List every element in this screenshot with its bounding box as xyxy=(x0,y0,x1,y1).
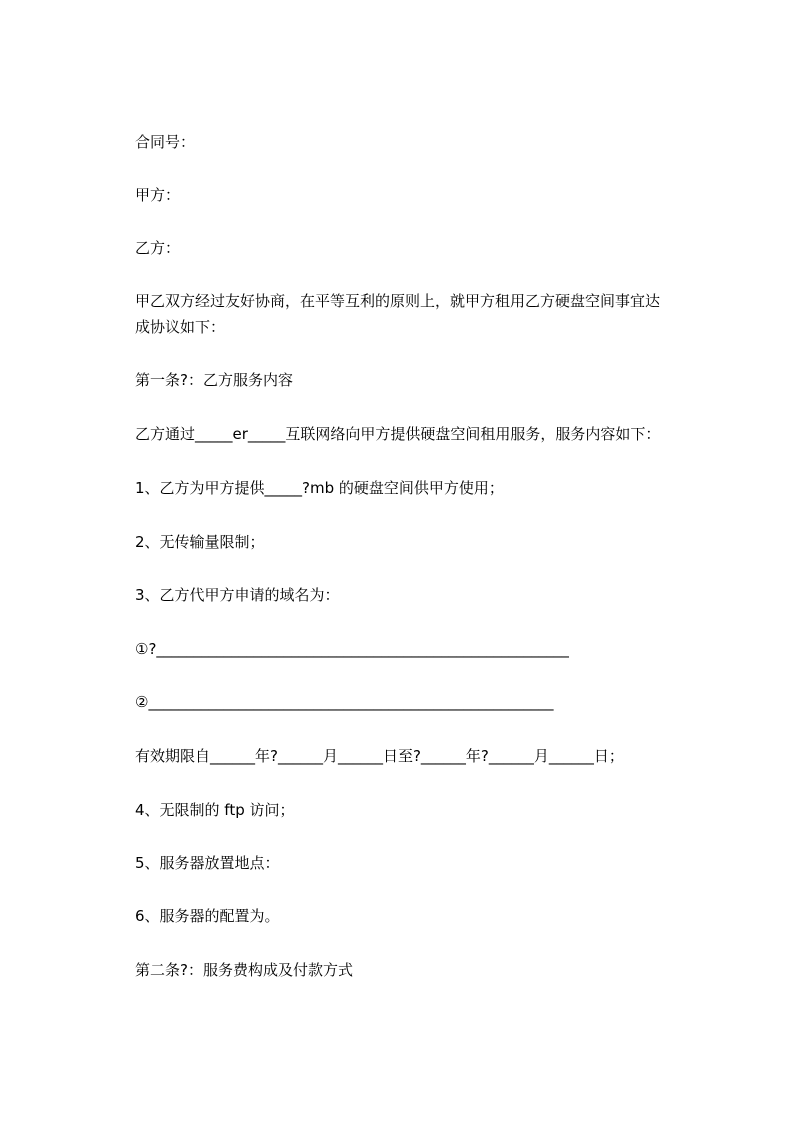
service-item-5: 5、服务器放置地点： xyxy=(135,854,280,872)
service-item-6: 6、服务器的配置为。 xyxy=(135,907,280,925)
service-item-4: 4、无限制的 ftp 访问； xyxy=(135,801,295,819)
service-item-2: 2、无传输量限制； xyxy=(135,533,265,551)
contract-number-label: 合同号： xyxy=(135,133,196,151)
domain-blank-2: ②______________________________________________________ xyxy=(135,693,554,711)
party-b-label: 乙方： xyxy=(135,239,181,257)
intro-paragraph-line2: 成协议如下： xyxy=(135,318,226,336)
intro-paragraph-line1: 甲乙双方经过友好协商，在平等互利的原则上，就甲方租用乙方硬盘空间事宜达 xyxy=(135,292,661,310)
validity-period: 有效期限自______年?______月______日至?______年?______月______日； xyxy=(135,747,624,765)
article-2-title: 第二条?：服务费构成及付款方式 xyxy=(135,961,353,979)
service-item-1: 1、乙方为甲方提供_____?mb 的硬盘空间供甲方使用； xyxy=(135,479,504,497)
service-intro: 乙方通过_____er_____互联网络向甲方提供硬盘空间租用服务，服务内容如下： xyxy=(135,425,661,443)
article-1-title: 第一条?：乙方服务内容 xyxy=(135,371,293,389)
party-a-label: 甲方： xyxy=(135,186,181,204)
service-item-3: 3、乙方代甲方申请的域名为： xyxy=(135,586,340,604)
domain-blank-1: ①?_______________________________________________________ xyxy=(135,640,569,658)
